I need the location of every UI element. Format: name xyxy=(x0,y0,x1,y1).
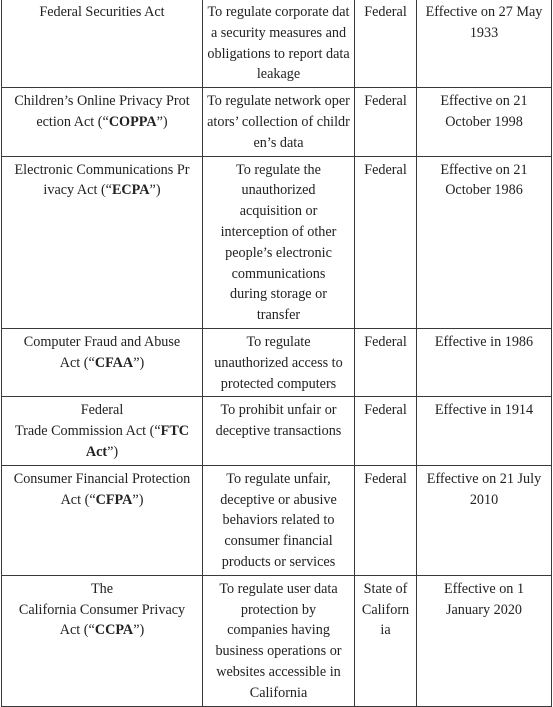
act-name-cell: Federal Trade Commission Act (“FTC Act”) xyxy=(2,397,203,465)
laws-table-body xyxy=(2,0,552,706)
purpose-cell: To regulate unfair, deceptive or abusive behaviors related to consumer financial products or services xyxy=(203,465,355,575)
jurisdiction-cell: Federal xyxy=(355,465,417,575)
purpose-cell: To regulate corporate data security measures and obligations to report data leakage xyxy=(203,0,355,88)
act-name-cell: Electronic Communications Pr ivacy Act (“ECPA”) xyxy=(2,156,203,328)
table-row xyxy=(2,575,552,706)
table-row xyxy=(2,0,552,88)
effective-date-cell: Effective on 27 May 1933 xyxy=(417,0,552,88)
jurisdiction-cell: Federal xyxy=(355,328,417,396)
act-name-cell: The California Consumer Privacy Act (“CCPA”) xyxy=(2,575,203,706)
effective-date-cell: Effective on 1 January 2020 xyxy=(417,575,552,706)
jurisdiction-cell: Federal xyxy=(355,0,417,88)
act-name-cell: Consumer Financial Protection Act (“CFPA”) xyxy=(2,465,203,575)
purpose-cell: To prohibit unfair or deceptive transactions xyxy=(203,397,355,465)
effective-date-cell: Effective on 21 October 1998 xyxy=(417,88,552,156)
purpose-cell: To regulate unauthorized access to protected computers xyxy=(203,328,355,396)
table-row xyxy=(2,328,552,396)
table-row xyxy=(2,156,552,328)
table-row xyxy=(2,465,552,575)
table-row xyxy=(2,397,552,465)
effective-date-cell: Effective in 1914 xyxy=(417,397,552,465)
act-name-cell: Computer Fraud and Abuse Act (“CFAA”) xyxy=(2,328,203,396)
effective-date-cell: Effective on 21 October 1986 xyxy=(417,156,552,328)
jurisdiction-cell: State of Californ ia xyxy=(355,575,417,706)
purpose-cell: To regulate the unauthorized acquisition or interception of other people’s electronic communications during storage or transfer xyxy=(203,156,355,328)
purpose-cell: To regulate user data protection by companies having business operations or websites accessible in California xyxy=(203,575,355,706)
laws-table xyxy=(1,0,552,707)
jurisdiction-cell: Federal xyxy=(355,88,417,156)
act-name-cell: Federal Securities Act xyxy=(2,0,203,88)
purpose-cell: To regulate network operators’ collection of children’s data xyxy=(203,88,355,156)
act-name-cell: Children’s Online Privacy Prot ection Act (“COPPA”) xyxy=(2,88,203,156)
effective-date-cell: Effective on 21 July 2010 xyxy=(417,465,552,575)
jurisdiction-cell: Federal xyxy=(355,156,417,328)
effective-date-cell: Effective in 1986 xyxy=(417,328,552,396)
table-row xyxy=(2,88,552,156)
jurisdiction-cell: Federal xyxy=(355,397,417,465)
